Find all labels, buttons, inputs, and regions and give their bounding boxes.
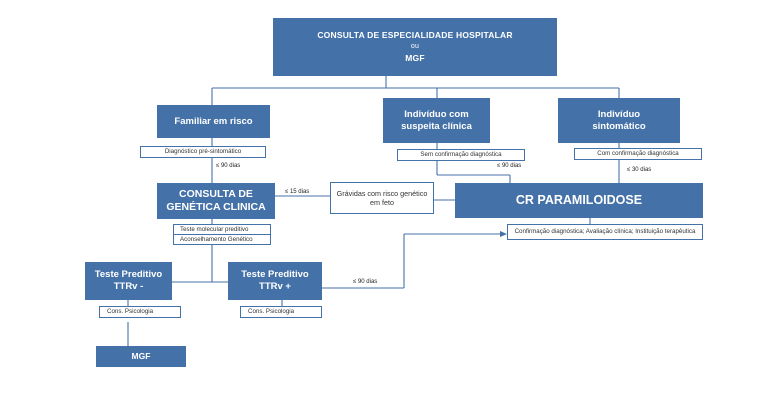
node-title-line1: CONSULTA DE ESPECIALIDADE HOSPITALAR: [317, 30, 513, 40]
node-teste-positivo-line2: TTRv +: [259, 281, 291, 292]
node-individuo-suspeita-line1: Indivíduo com: [404, 108, 469, 120]
subbox-confirmacao-avaliacao-label: Confirmação diagnóstica; Avaliação clínica; Instituição terapêutica: [514, 228, 696, 236]
edge-label-genetica-15-dias: ≤ 15 dias: [285, 189, 310, 195]
node-individuo-suspeita-line2: suspeita clínica: [401, 120, 472, 132]
subbox-sem-confirmacao-diagnostica[interactable]: [397, 149, 525, 161]
node-cr-paramiloidose[interactable]: [455, 183, 703, 218]
node-consulta-genetica-line2: GENÉTICA CLINICA: [166, 201, 266, 213]
node-teste-preditivo-positivo[interactable]: [228, 262, 322, 300]
node-title-line2: ou: [410, 42, 420, 50]
node-mgf-label: MGF: [131, 351, 151, 362]
subbox-confirmacao-avaliacao-instituicao[interactable]: [507, 224, 703, 240]
node-gravidas-line2: em feto: [370, 198, 394, 207]
node-teste-negativo-line2: TTRv -: [113, 281, 144, 292]
node-individuo-sintomatico[interactable]: [558, 98, 680, 143]
node-familiar-em-risco[interactable]: [157, 105, 270, 138]
edge-label-suspeita-90-dias: ≤ 90 dias: [497, 163, 522, 169]
edge-label-teste-positivo-90-dias: ≤ 90 dias: [353, 279, 378, 285]
node-mgf[interactable]: [96, 346, 186, 367]
subbox-aconselhamento-label: Aconselhamento Genético: [180, 235, 253, 243]
node-gravidas-risco-genetico[interactable]: [330, 182, 434, 214]
node-individuo-sintomatico-line2: sintomático: [592, 120, 646, 132]
subbox-aconselhamento-genetico[interactable]: [173, 234, 271, 245]
node-gravidas-line1: Grávidas com risco genético: [336, 189, 428, 198]
subbox-com-confirmacao-diagnostica[interactable]: [574, 148, 702, 160]
edge-label-familiar-90-dias: ≤ 90 dias: [216, 163, 241, 169]
node-individuo-suspeita-clinica[interactable]: [383, 98, 490, 143]
subbox-diagnostico-pre-sintomatico-label: Diagnóstico pré-sintomático: [164, 148, 242, 156]
node-teste-positivo-line1: Teste Preditivo: [241, 269, 309, 281]
node-teste-negativo-line1: Teste Preditivo: [94, 269, 163, 281]
node-title-line3: MGF: [405, 53, 425, 64]
subbox-cons-psicologia-pos-label: Cons. Psicologia: [248, 308, 295, 316]
node-consulta-genetica-clinica[interactable]: [157, 183, 275, 219]
subbox-teste-molecular-label: Teste molecular preditivo: [180, 225, 249, 233]
subbox-cons-psicologia-positivo[interactable]: [240, 306, 322, 318]
node-teste-preditivo-negativo[interactable]: [85, 262, 172, 300]
node-familiar-em-risco-label: Familiar em risco: [174, 115, 253, 127]
node-cr-paramiloidose-label: CR PARAMILOIDOSE: [515, 192, 643, 207]
subbox-diagnostico-pre-sintomatico[interactable]: [140, 146, 266, 158]
edge-label-sintomatico-30-dias: ≤ 30 dias: [627, 167, 652, 173]
node-individuo-sintomatico-line1: Indivíduo: [597, 108, 641, 120]
subbox-sem-confirmacao-label: Sem confirmação diagnóstica: [420, 151, 502, 159]
node-consulta-genetica-line1: CONSULTA DE: [179, 187, 253, 200]
subbox-cons-psicologia-negativo[interactable]: [99, 306, 181, 318]
node-consulta-especialidade-hospitalar[interactable]: [273, 18, 557, 76]
subbox-cons-psicologia-neg-label: Cons. Psicologia: [107, 308, 154, 316]
subbox-com-confirmacao-label: Com confirmação diagnóstica: [597, 150, 679, 158]
